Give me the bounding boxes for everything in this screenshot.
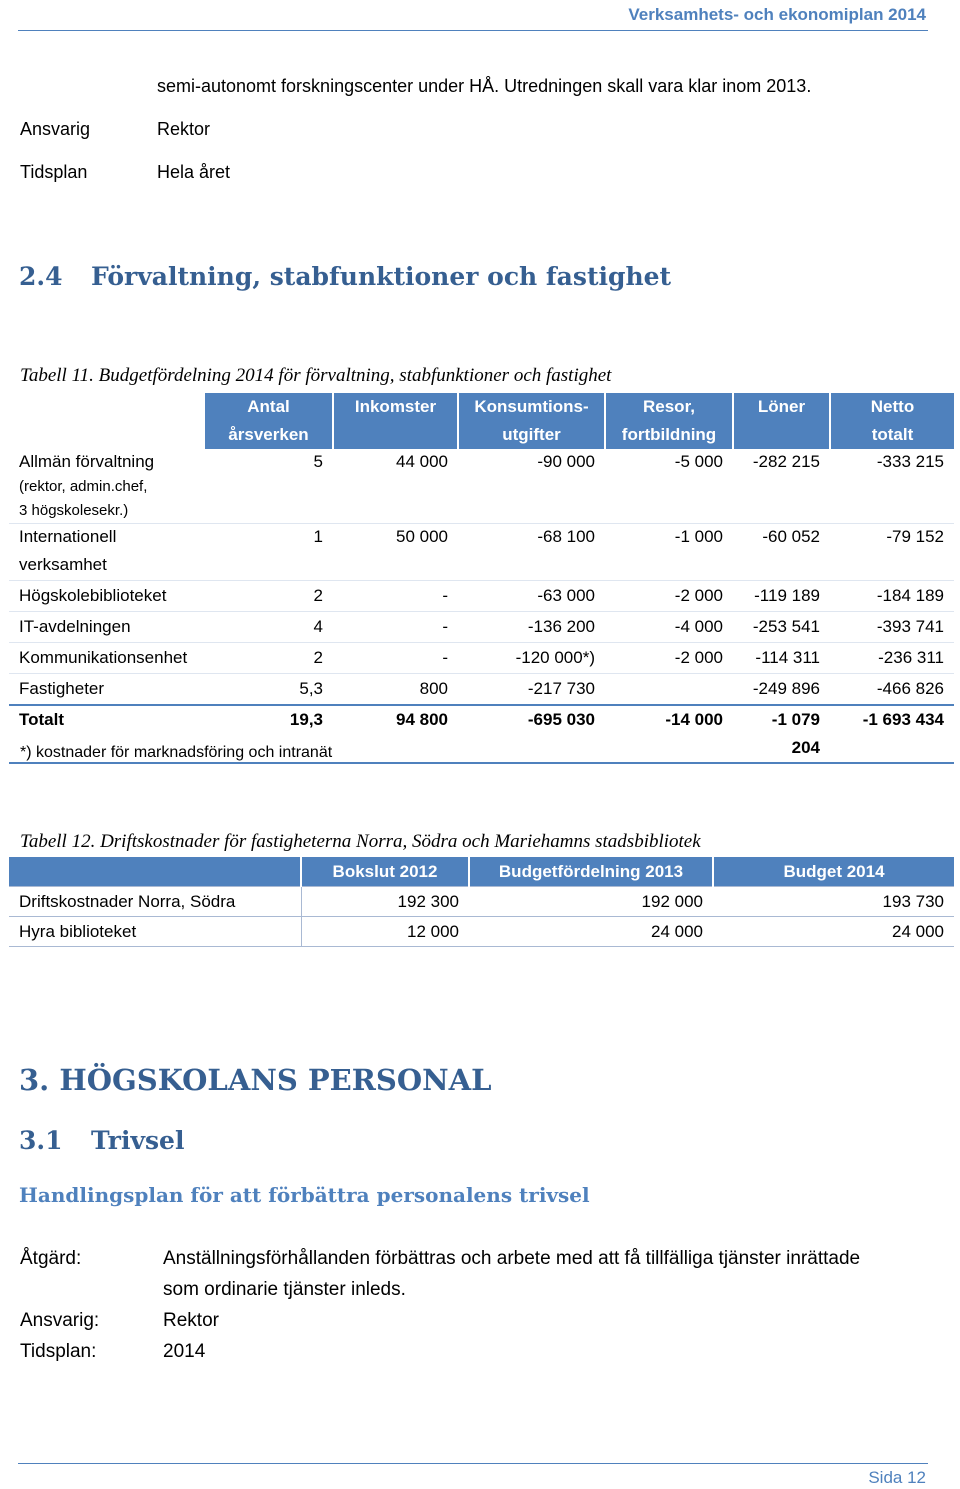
row-label: Högskolebiblioteket <box>9 581 205 612</box>
cell: -63 000 <box>458 581 605 612</box>
table11-footnote: *) kostnader för marknadsföring och intranät <box>20 744 333 761</box>
table12-caption: Tabell 12. Driftskostnader för fastigheterna Norra, Södra och Mariehamns stadsbibliotek <box>20 831 701 852</box>
cell: -1 000 <box>605 524 733 581</box>
header-inkomster: Inkomster <box>333 393 458 449</box>
row-label: Allmän förvaltning (rektor, admin.chef, 3 högskolesekr.) <box>9 449 205 524</box>
row-label: Hyra biblioteket <box>9 917 301 947</box>
section-3-1-heading <box>19 1126 184 1155</box>
cell: -114 311 <box>733 643 830 674</box>
cell: -249 896 <box>733 674 830 706</box>
cell: 2 <box>205 581 333 612</box>
header-netto: Netto totalt <box>830 393 954 449</box>
cell: -4 000 <box>605 612 733 643</box>
table-row <box>9 612 954 643</box>
cell: -333 215 <box>830 449 954 524</box>
cell: -466 826 <box>830 674 954 706</box>
total-cell: 94 800 <box>333 705 458 763</box>
budget-header-row <box>9 393 954 449</box>
cell: - <box>333 612 458 643</box>
footer-rule <box>18 1463 928 1464</box>
row-label: Driftskostnader Norra, Södra <box>9 887 301 917</box>
cell: -2 000 <box>605 581 733 612</box>
cell <box>605 674 733 706</box>
header-rule <box>18 30 928 31</box>
total-cell: -14 000 <box>605 705 733 763</box>
cell: 193 730 <box>713 887 954 917</box>
page-number: Sida 12 <box>868 1468 926 1487</box>
table-row <box>9 887 954 917</box>
intro-ansvarig-value: Rektor <box>157 119 211 139</box>
cell: 4 <box>205 612 333 643</box>
cell: -119 189 <box>733 581 830 612</box>
table11-caption: Tabell 11. Budgetfördelning 2014 för förvaltning, stabfunktioner och fastighet <box>20 365 612 386</box>
running-header-title: Verksamhets- och ekonomiplan 2014 <box>628 5 926 24</box>
section-2-4-heading <box>19 262 671 291</box>
cell: 192 000 <box>469 887 713 917</box>
cell: -120 000*) <box>458 643 605 674</box>
row-label: Kommunikationsenhet <box>9 643 205 674</box>
row-label: IT-avdelningen <box>9 612 205 643</box>
row-label: Internationell verksamhet <box>9 524 205 581</box>
table-row <box>9 581 954 612</box>
table-row <box>9 917 954 947</box>
cell: 1 <box>205 524 333 581</box>
table-row <box>9 449 954 524</box>
table-row <box>9 674 954 706</box>
cell: 2 <box>205 643 333 674</box>
section-number: 3.1 <box>19 1126 63 1155</box>
drift-header-row <box>9 857 954 887</box>
header-resor: Resor, fortbildning <box>605 393 733 449</box>
cell: - <box>333 643 458 674</box>
cell: -68 100 <box>458 524 605 581</box>
intro-ansvarig-label: Ansvarig <box>20 119 91 139</box>
cell: 44 000 <box>333 449 458 524</box>
cell: 12 000 <box>301 917 469 947</box>
total-cell: -1 079 204 <box>733 705 830 763</box>
operating-costs-table <box>9 857 954 947</box>
header-budgetfordelning-2013: Budgetfördelning 2013 <box>469 857 713 887</box>
header-konsumtion: Konsumtions- utgifter <box>458 393 605 449</box>
cell: 5,3 <box>205 674 333 706</box>
cell: -184 189 <box>830 581 954 612</box>
header-blank <box>9 393 205 449</box>
section-3-heading: 3. HÖGSKOLANS PERSONAL <box>19 1063 492 1097</box>
cell: -236 311 <box>830 643 954 674</box>
ansvarig-label: Ansvarig: <box>20 1310 100 1331</box>
cell: -60 052 <box>733 524 830 581</box>
cell: -79 152 <box>830 524 954 581</box>
total-label: Totalt <box>9 705 205 763</box>
cell: -5 000 <box>605 449 733 524</box>
header-antal: Antal årsverken <box>205 393 333 449</box>
cell: 50 000 <box>333 524 458 581</box>
intro-continuation: semi-autonomt forskningscenter under HÅ. Utredningen skall vara klar inom 2013. <box>157 76 812 96</box>
section-title: Trivsel <box>91 1126 185 1155</box>
header-budget-2014: Budget 2014 <box>713 857 954 887</box>
tidsplan-value: 2014 <box>163 1341 206 1362</box>
atgard-text-line1: Anställningsförhållanden förbättras och arbete med att få tillfälliga tjänster inrättade <box>163 1248 861 1269</box>
table-row <box>9 643 954 674</box>
cell: -2 000 <box>605 643 733 674</box>
cell: -217 730 <box>458 674 605 706</box>
intro-tidsplan-value: Hela året <box>157 162 231 182</box>
cell: -393 741 <box>830 612 954 643</box>
total-cell: -1 693 434 <box>830 705 954 763</box>
cell: - <box>333 581 458 612</box>
tidsplan-label: Tidsplan: <box>20 1341 97 1362</box>
total-cell: -695 030 <box>458 705 605 763</box>
cell: 800 <box>333 674 458 706</box>
budget-table <box>9 393 954 764</box>
ansvarig-value: Rektor <box>163 1310 219 1331</box>
atgard-text-line2: som ordinarie tjänster inleds. <box>163 1279 406 1300</box>
cell: 24 000 <box>469 917 713 947</box>
cell: -90 000 <box>458 449 605 524</box>
cell: 24 000 <box>713 917 954 947</box>
cell: -282 215 <box>733 449 830 524</box>
cell: -136 200 <box>458 612 605 643</box>
cell: -253 541 <box>733 612 830 643</box>
intro-tidsplan-label: Tidsplan <box>20 162 88 182</box>
row-label: Fastigheter <box>9 674 205 706</box>
header-blank <box>9 857 301 887</box>
table-row <box>9 524 954 581</box>
total-cell: 19,3 <box>205 705 333 763</box>
header-loner: Löner <box>733 393 830 449</box>
cell: 192 300 <box>301 887 469 917</box>
cell: 5 <box>205 449 333 524</box>
section-number: 2.4 <box>19 262 63 291</box>
header-bokslut-2012: Bokslut 2012 <box>301 857 469 887</box>
action-plan-heading: Handlingsplan för att förbättra personalens trivsel <box>19 1183 590 1207</box>
section-title: Förvaltning, stabfunktioner och fastighet <box>91 262 672 291</box>
atgard-label: Åtgärd: <box>20 1248 82 1269</box>
